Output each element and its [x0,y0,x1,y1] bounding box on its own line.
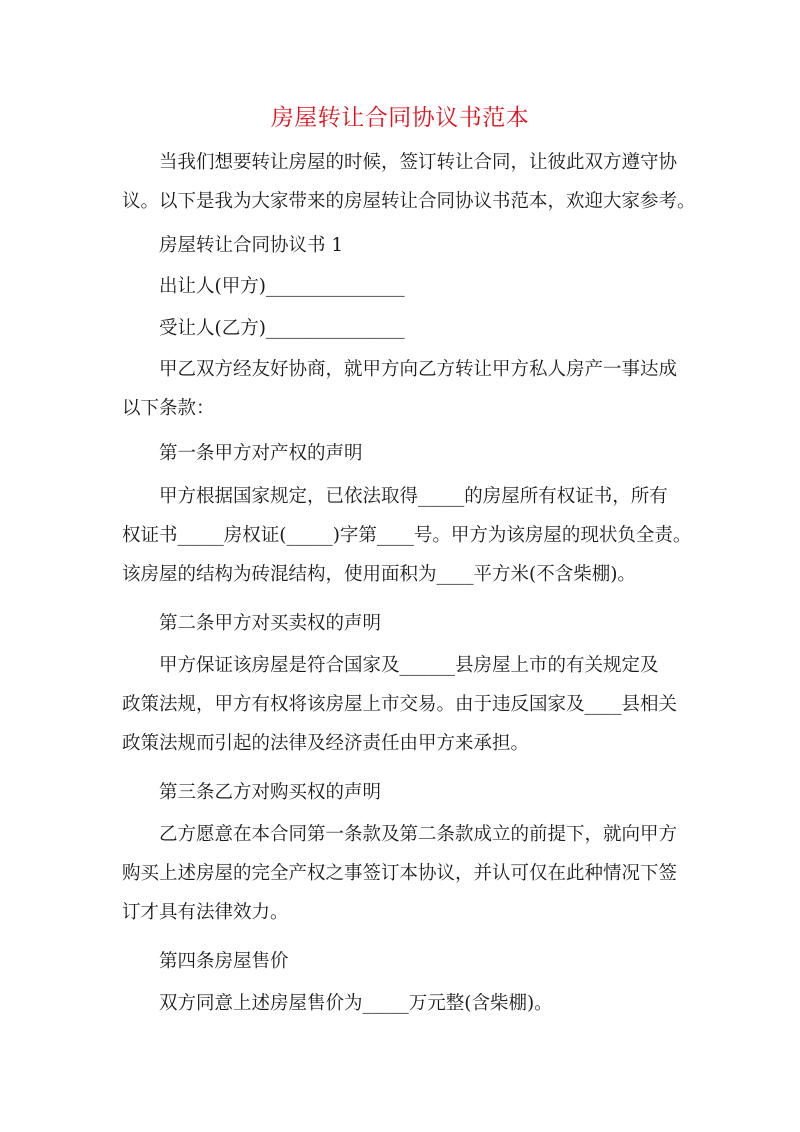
preamble-line-1: 甲乙双方经友好协商，就甲方向乙方转让甲方私人房产一事达成 [159,359,678,380]
party-b-block [122,309,688,348]
party-b-line: 受让人(乙方)_______________ [159,318,405,339]
article3-line-1: 乙方愿意在本合同第一条款及第二条款成立的前提下，就向甲方 [159,824,678,845]
intro-line-1: 当我们想要转让房屋的时候，签订转让合同，让彼此双方遵守协 [159,152,678,173]
article3-heading: 第三条乙方对购买权的声明 [159,782,382,803]
party-a-line: 出让人(甲方)_______________ [159,276,405,297]
article3-line-3: 订才具有法律效力。 [122,902,289,923]
article1-heading: 第一条甲方对产权的声明 [159,443,363,464]
document-body [122,143,696,221]
article1-line-3: 该房屋的结构为砖混结构，使用面积为____平方米(不含柴棚)。 [122,564,636,585]
article4-heading: 第四条房屋售价 [159,951,289,972]
article3-heading-block [122,773,688,812]
article4-line-1: 双方同意上述房屋售价为_____万元整(含柴棚)。 [159,993,553,1014]
agreement-heading: 房屋转让合同协议书 1 [159,235,344,256]
article1-heading-block [122,434,688,473]
document-title: 房屋转让合同协议书范本 [270,105,530,131]
article2-body [122,646,688,763]
article2-heading-block [122,604,688,643]
article3-line-2: 购买上述房屋的完全产权之事签订本协议，并认可仅在此种情况下签 [122,863,678,884]
article2-heading: 第二条甲方对买卖权的声明 [159,613,382,634]
article3-body [122,815,688,932]
article1-body [122,477,692,594]
preamble-block [122,350,688,428]
article4-body [122,984,688,1023]
party-a-block [122,267,688,306]
intro-line-2: 议。以下是我为大家带来的房屋转让合同协议书范本，欢迎大家参考。 [122,191,696,212]
article1-line-1: 甲方根据国家规定，已依法取得_____的房屋所有权证书，所有 [159,486,668,507]
article2-line-3: 政策法规而引起的法律及经济责任由甲方来承担。 [122,733,530,754]
preamble-line-2: 以下条款： [122,398,215,419]
article4-heading-block [122,942,688,981]
article2-line-1: 甲方保证该房屋是符合国家及______县房屋上市的有关规定及 [159,655,659,676]
agreement-heading-block [122,226,688,265]
article1-line-2: 权证书_____房权证(_____)字第____号。甲方为该房屋的现状负全责。 [122,525,692,546]
article2-line-2: 政策法规，甲方有权将该房屋上市交易。由于违反国家及____县相关 [122,694,678,715]
